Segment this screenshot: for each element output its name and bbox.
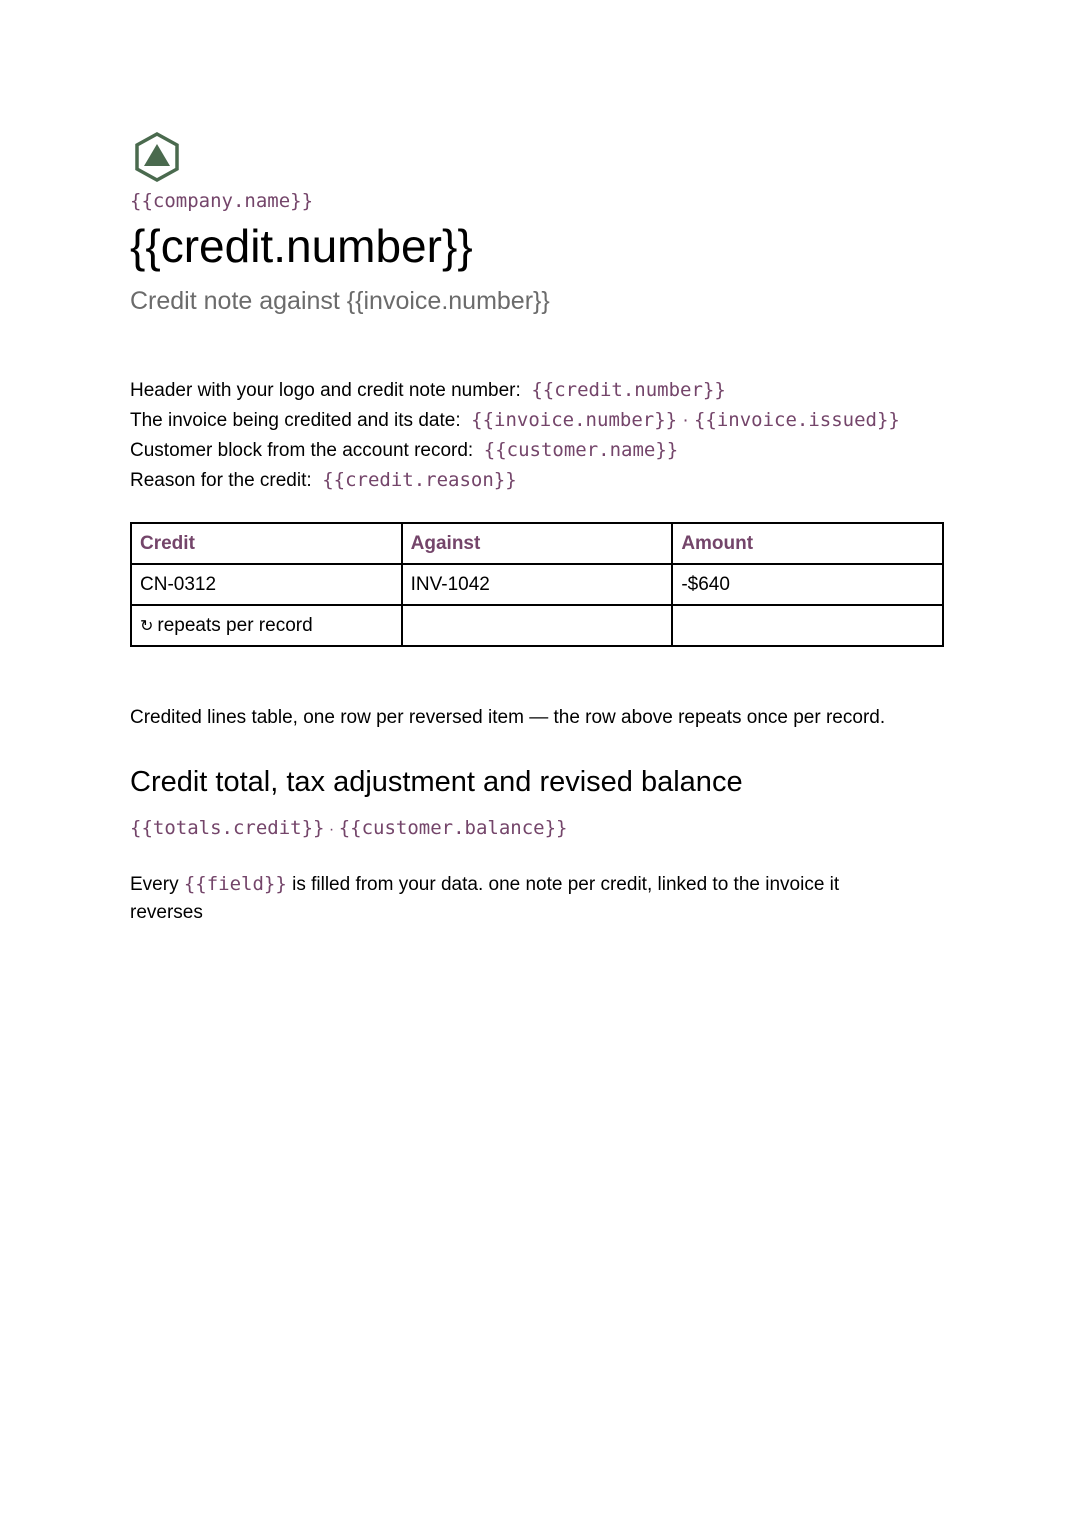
field-line-reason xyxy=(130,465,944,495)
repeat-row xyxy=(131,605,943,646)
separator: · xyxy=(328,821,335,838)
field-label: Reason for the credit: xyxy=(130,470,312,491)
totals-values xyxy=(130,814,567,844)
field-line-invoice xyxy=(130,405,944,435)
hexagon-triangle-logo-icon xyxy=(133,131,181,183)
field-token: {{invoice.issued}} xyxy=(693,409,900,431)
field-label: The invoice being credited and its date: xyxy=(130,410,461,431)
table-cell: INV-1042 xyxy=(402,564,673,605)
footer-field-token: {{field}} xyxy=(183,873,287,895)
repeat-label: repeats per record xyxy=(157,614,313,636)
field-label: Header with your logo and credit note number: xyxy=(130,380,521,401)
table-header-row xyxy=(131,523,943,564)
footer-suffix: is filled from your data. one note per credit, linked to the invoice it reverses xyxy=(130,874,840,923)
footer-note xyxy=(130,870,890,927)
customer-balance-token: {{customer.balance}} xyxy=(338,817,568,839)
repeat-cell xyxy=(131,605,402,646)
field-token: {{credit.reason}} xyxy=(322,469,517,491)
table-row xyxy=(131,564,943,605)
table-cell: -$640 xyxy=(672,564,943,605)
footer-prefix: Every xyxy=(130,874,179,895)
field-token: {{customer.name}} xyxy=(483,439,679,461)
document-subtitle: Credit note against {{invoice.number}} xyxy=(130,287,550,315)
column-header-amount: Amount xyxy=(672,523,943,564)
totals-heading: Credit total, tax adjustment and revised balance xyxy=(130,766,743,798)
credited-lines-table xyxy=(130,522,944,647)
column-header-credit: Credit xyxy=(131,523,402,564)
field-list xyxy=(130,375,944,495)
separator: · xyxy=(682,410,689,431)
column-header-against: Against xyxy=(402,523,673,564)
empty-cell xyxy=(402,605,673,646)
field-label: Customer block from the account record: xyxy=(130,440,474,461)
repeat-icon: ↻ xyxy=(140,617,154,635)
field-token: {{invoice.number}} xyxy=(471,409,678,431)
document-title: {{credit.number}} xyxy=(130,220,473,272)
field-line-header xyxy=(130,375,944,405)
table-note: Credited lines table, one row per reversed item — the row above repeats once per record. xyxy=(130,707,886,728)
total-credit-token: {{totals.credit}} xyxy=(130,817,325,839)
field-token: {{credit.number}} xyxy=(531,379,726,401)
empty-cell xyxy=(672,605,943,646)
company-name: {{company.name}} xyxy=(130,190,314,212)
field-line-customer xyxy=(130,435,944,465)
table-cell: CN-0312 xyxy=(131,564,402,605)
